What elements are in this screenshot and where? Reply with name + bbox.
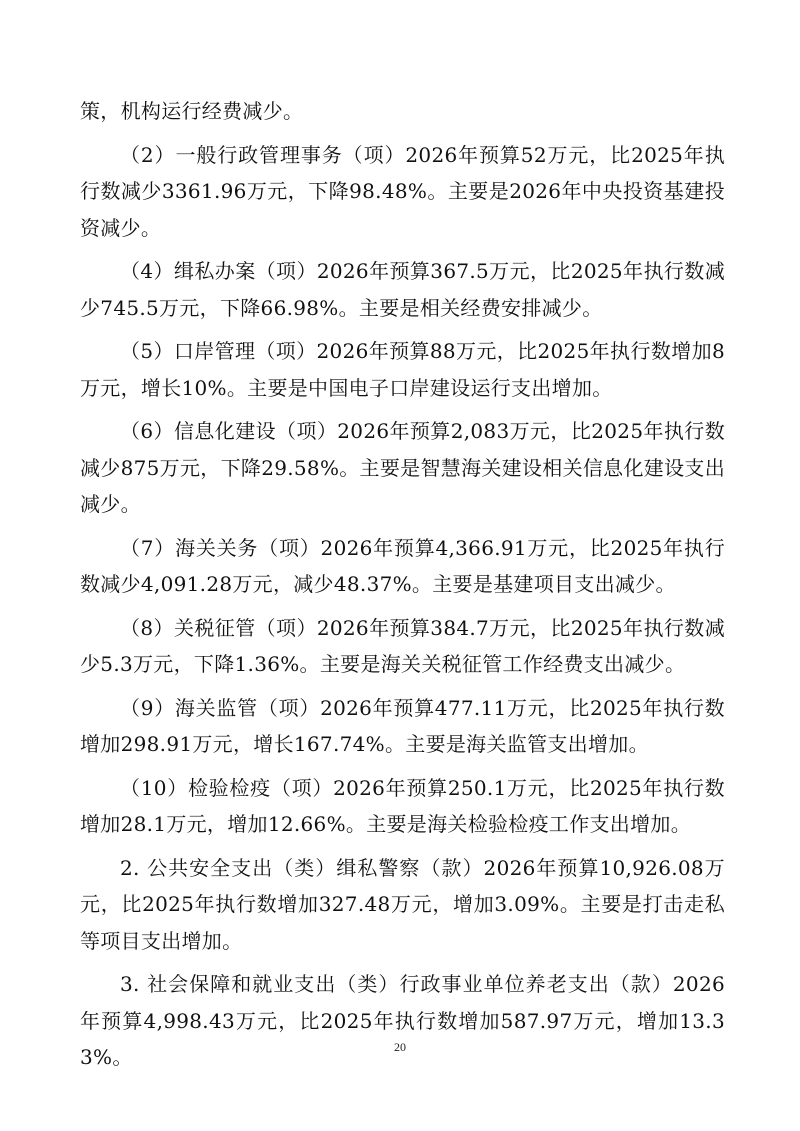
paragraph-public-security: 2. 公共安全支出（类）缉私警察（款）2026年预算10,926.08万元，比2025年执行数增加327.48万元，增加3.09%。主要是打击走私等项目支出增加。 — [80, 855, 725, 953]
paragraph-inspection-quarantine: （10）检验检疫（项）2026年预算250.1万元，比2025年执行数增加28.1万元，增加12.66%。主要是海关检验检疫工作支出增加。 — [80, 775, 725, 836]
paragraph-general-admin: （2）一般行政管理事务（项）2026年预算52万元，比2025年执行数减少3361.96万元，下降98.48%。主要是2026年中央投资基建投资减少。 — [80, 142, 725, 240]
paragraph-social-security: 3. 社会保障和就业支出（类）行政事业单位养老支出（款）2026年预算4,998.43万元，比2025年执行数增加587.97万元，增加13.33%。 — [80, 972, 725, 1069]
paragraph-tariff-collection: （8）关税征管（项）2026年预算384.7万元，比2025年执行数减少5.3万元，下降1.36%。主要是海关关税征管工作经费支出减少。 — [80, 615, 725, 676]
body-text — [80, 93, 725, 1083]
paragraph-informatization: （6）信息化建设（项）2026年预算2,083万元，比2025年执行数减少875万元，下降29.58%。主要是智慧海关建设相关信息化建设支出减少。 — [80, 419, 725, 516]
paragraph-continuation: 策，机构运行经费减少。 — [80, 99, 304, 123]
page-number: 20 — [394, 1040, 406, 1054]
paragraph-port-management: （5）口岸管理（项）2026年预算88万元，比2025年执行数增加8万元，增长10%。主要是中国电子口岸建设运行支出增加。 — [80, 339, 725, 400]
paragraph-customs-supervision: （9）海关监管（项）2026年预算477.11万元，比2025年执行数增加298.91万元，增长167.74%。主要是海关监管支出增加。 — [80, 695, 725, 756]
paragraph-customs-affairs: （7）海关关务（项）2026年预算4,366.91万元，比2025年执行数减少4,091.28万元，减少48.37%。主要是基建项目支出减少。 — [80, 535, 725, 596]
paragraph-anti-smuggling-cases: （4）缉私办案（项）2026年预算367.5万元，比2025年执行数减少745.5万元，下降66.98%。主要是相关经费安排减少。 — [80, 259, 725, 320]
